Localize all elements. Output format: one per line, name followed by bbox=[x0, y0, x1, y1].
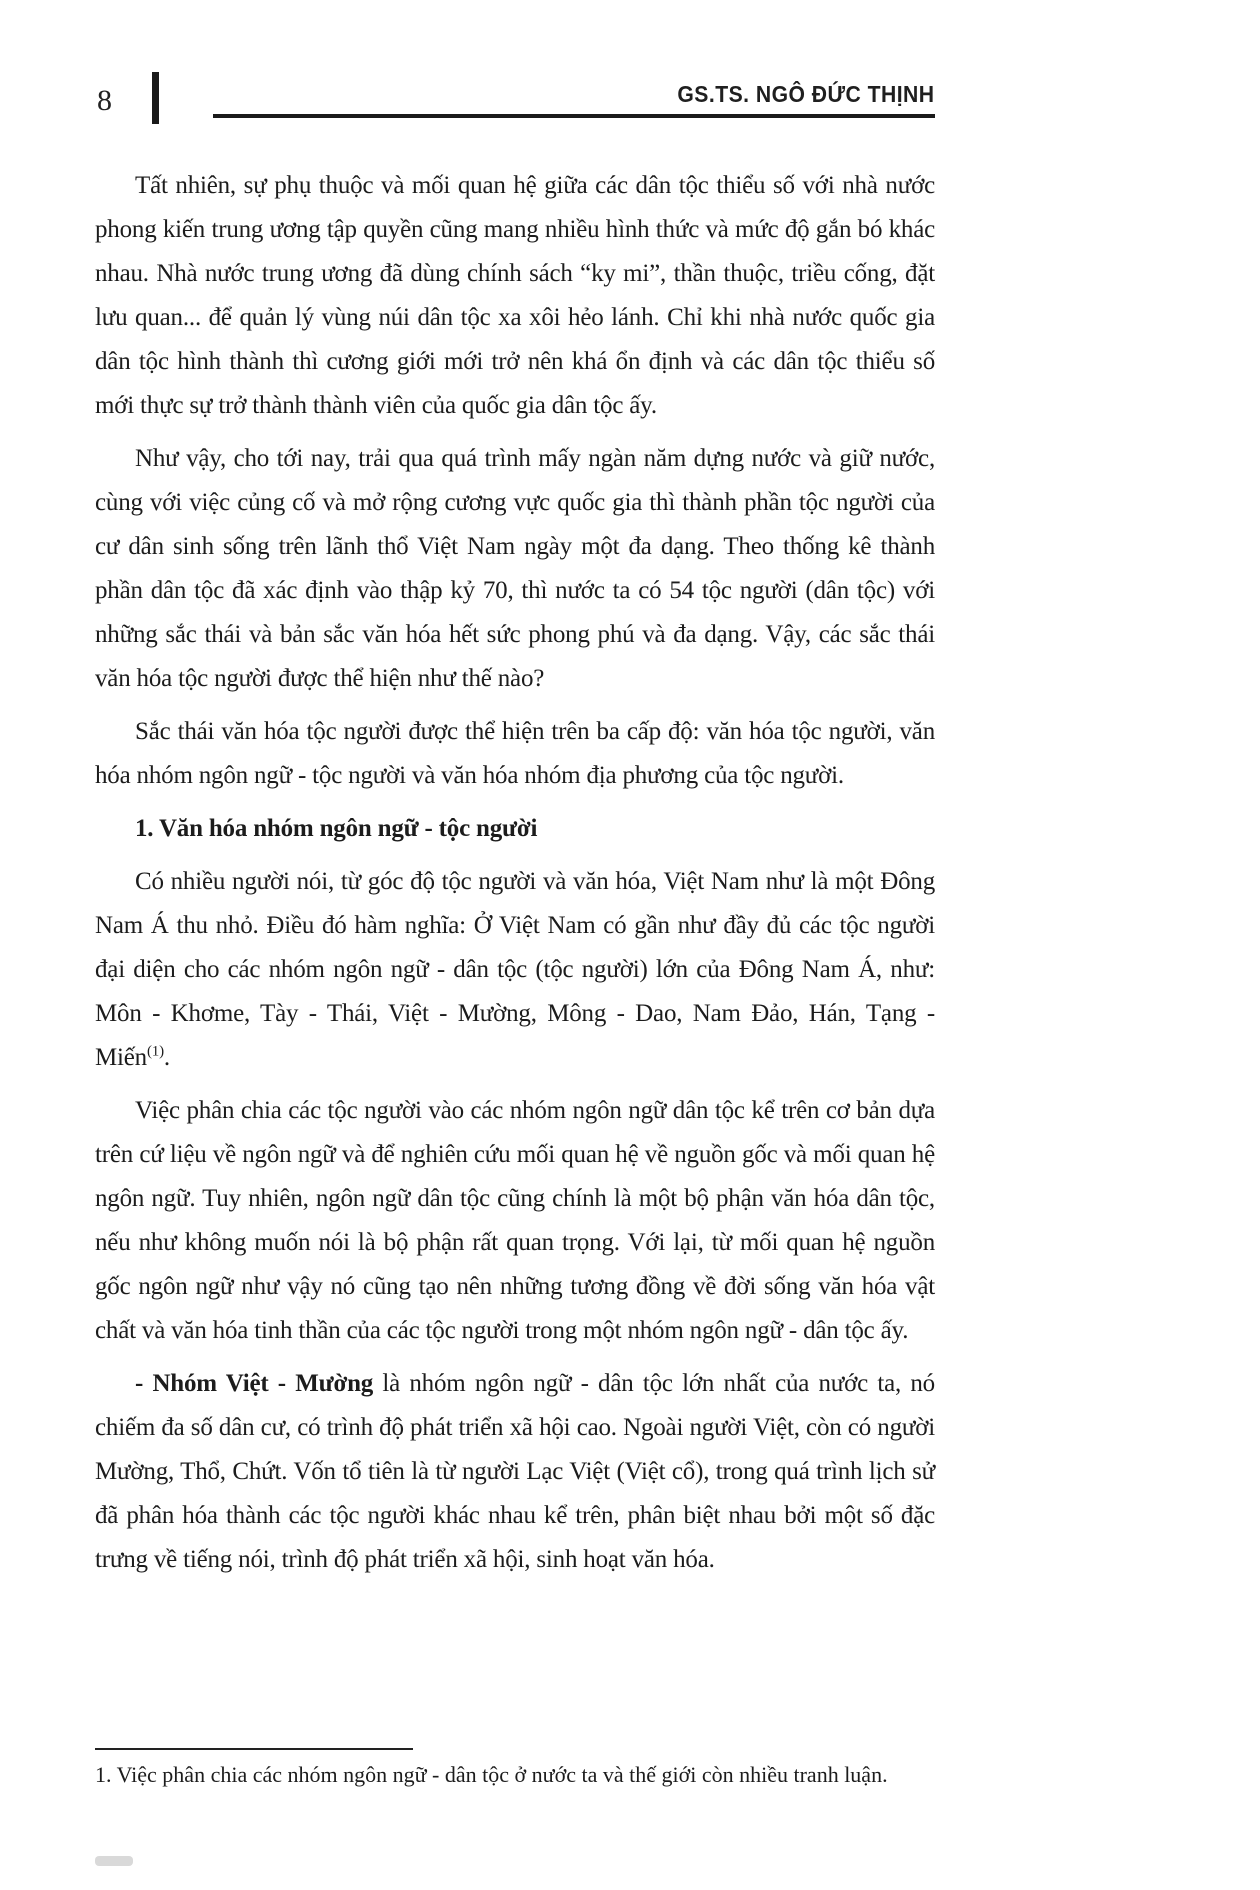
paragraph-6-text: là nhóm ngôn ngữ - dân tộc lớn nhất của nước ta, nó chiếm đa số dân cư, có trình độ phát triển xã hội cao. Ngoài người Việt, còn có người Mường, Thổ, Chứt. Vốn tổ tiên là từ người Lạc Việt (Việt cổ), trong quá trình lịch sử đã phân hóa thành các tộc người khác nhau kể trên, phân biệt nhau bởi một số đặc trưng về tiếng nói, trình độ phát triển xã hội, sinh hoạt văn hóa. bbox=[95, 1370, 935, 1573]
paragraph-1: Tất nhiên, sự phụ thuộc và mối quan hệ giữa các dân tộc thiểu số với nhà nước phong kiến trung ương tập quyền cũng mang nhiều hình thức và mức độ gắn bó khác nhau. Nhà nước trung ương đã dùng chính sách “ky mi”, thần thuộc, triều cống, đặt lưu quan... để quản lý vùng núi dân tộc xa xôi hẻo lánh. Chỉ khi nhà nước quốc gia dân tộc hình thành thì cương giới mới trở nên khá ổn định và các dân tộc thiểu số mới thực sự trở thành thành viên của quốc gia dân tộc ấy. bbox=[95, 172, 935, 419]
paragraph-6 bbox=[95, 1362, 935, 1582]
paragraph-2: Như vậy, cho tới nay, trải qua quá trình mấy ngàn năm dựng nước và giữ nước, cùng với việc củng cố và mở rộng cương vực quốc gia thì thành phần tộc người của cư dân sinh sống trên lãnh thổ Việt Nam ngày một đa dạng. Theo thống kê thành phần dân tộc đã xác định vào thập kỷ 70, thì nước ta có 54 tộc người (dân tộc) với những sắc thái và bản sắc văn hóa hết sức phong phú và đa dạng. Vậy, các sắc thái văn hóa tộc người được thể hiện như thế nào? bbox=[95, 445, 935, 692]
footnote-ref-1: (1) bbox=[146, 1043, 164, 1060]
page-number: 8 bbox=[97, 84, 112, 117]
paragraph-3: Sắc thái văn hóa tộc người được thể hiện trên ba cấp độ: văn hóa tộc người, văn hóa nhóm ngôn ngữ - tộc người và văn hóa nhóm địa phương của tộc người. bbox=[95, 718, 935, 789]
paragraph-5: Việc phân chia các tộc người vào các nhóm ngôn ngữ dân tộc kể trên cơ bản dựa trên cứ liệu về ngôn ngữ và để nghiên cứu mối quan hệ về nguồn gốc và mối quan hệ ngôn ngữ. Tuy nhiên, ngôn ngữ dân tộc cũng chính là một bộ phận văn hóa dân tộc, nếu như không muốn nói là bộ phận rất quan trọng. Với lại, từ mối quan hệ nguồn gốc ngôn ngữ như vậy nó cũng tạo nên những tương đồng về đời sống văn hóa vật chất và văn hóa tinh thần của các tộc người trong một nhóm ngôn ngữ - dân tộc ấy. bbox=[95, 1097, 935, 1344]
scan-artifact bbox=[95, 1856, 133, 1866]
footnote-area bbox=[95, 1746, 935, 1790]
page-body bbox=[95, 164, 935, 1582]
footnote-divider bbox=[95, 1748, 413, 1750]
paragraph-6-lead: - Nhóm Việt - Mường bbox=[135, 1370, 374, 1397]
footnote-text: 1. Việc phân chia các nhóm ngôn ngữ - dân tộc ở nước ta và thế giới còn nhiều tranh luận. bbox=[95, 1762, 888, 1787]
section-heading: 1. Văn hóa nhóm ngôn ngữ - tộc người bbox=[135, 815, 538, 842]
header-divider-bar bbox=[152, 72, 159, 124]
paragraph-4 bbox=[95, 860, 935, 1080]
running-header-author: GS.TS. NGÔ ĐỨC THỊNH bbox=[677, 81, 935, 107]
page-header bbox=[95, 78, 935, 126]
paragraph-4-text: Có nhiều người nói, từ góc độ tộc người và văn hóa, Việt Nam như là một Đông Nam Á thu nhỏ. Điều đó hàm nghĩa: Ở Việt Nam có gần như đầy đủ các tộc người đại diện cho các nhóm ngôn ngữ - dân tộc (tộc người) lớn của Đông Nam Á, như: Môn - Khơme, Tày - Thái, Việt - Mường, Mông - Dao, Nam Đảo, Hán, Tạng - Miến bbox=[95, 868, 935, 1071]
header-rule bbox=[213, 72, 935, 118]
paragraph-4-period: . bbox=[163, 1044, 170, 1071]
